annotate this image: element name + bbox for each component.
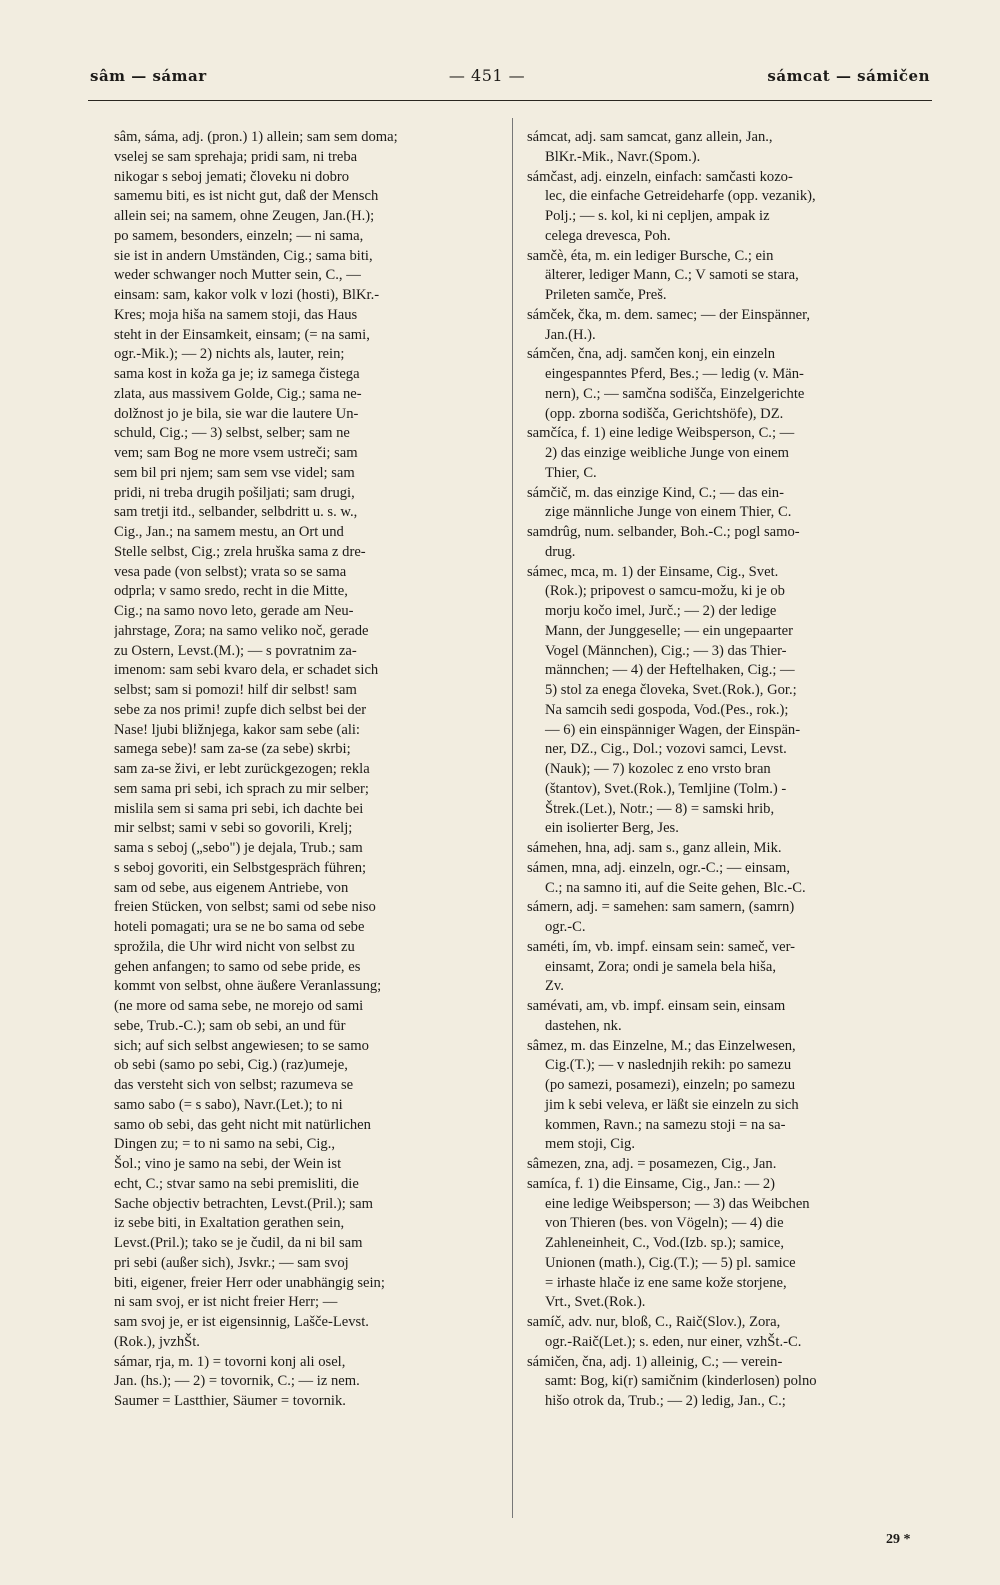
right-column-entry-start: sámček, čka, m. dem. samec; — der Einspänner, (527, 306, 811, 323)
left-column-line: mislila sem si sama pri sebi, ich dachte bei (114, 800, 364, 817)
right-column-line: Štrek.(Let.), Notr.; — 8) = samski hrib, (545, 800, 775, 817)
left-column-line: Kres; moja hiša na samem stoji, das Haus (114, 306, 358, 323)
printer-signature: 29 * (886, 1532, 911, 1547)
right-column-line: Cig.(T.); — v naslednjih rekih: po samezu (545, 1057, 792, 1074)
right-column-entry-start: sámčast, adj. einzeln, einfach: samčasti kozo- (527, 168, 793, 185)
left-column-line: sprožila, die Uhr wird nicht von selbst zu (114, 938, 355, 955)
right-column-line: Zahleneinheit, C., Vod.(Izb. sp.); samice, (545, 1235, 784, 1251)
right-column-line: jim k sebi veleva, er läßt sie einzeln zu sich (545, 1096, 799, 1113)
right-column-line: Jan.(H.). (545, 326, 596, 343)
right-column-line: dastehen, nk. (545, 1017, 622, 1034)
left-column-line: Saumer = Lastthier, Säumer = tovornik. (114, 1393, 346, 1409)
left-column-line: sie ist in andern Umständen, Cig.; sama biti, (114, 247, 373, 264)
right-column-line: eingespanntes Pferd, Bes.; — ledig (v. Män- (545, 366, 804, 382)
left-column-line: iz sebe biti, in Exaltation gerathen sein, (114, 1215, 345, 1232)
right-column-entry-start: sámehen, hna, adj. sam s., ganz allein, Mik. (527, 840, 782, 856)
right-column-entry-start: samévati, am, vb. impf. einsam sein, einsam (527, 998, 786, 1014)
right-column-line: celega drevesca, Poh. (545, 227, 671, 244)
left-column-line: sam svoj je, er ist eigensinnig, Lašče-Levst. (114, 1314, 369, 1330)
left-column-line: einsam: sam, kakor volk v lozi (hosti), BlKr.- (114, 287, 380, 303)
left-column-line: sam od sebe, aus eigenem Antriebe, von (114, 879, 349, 896)
left-column-line: biti, eigener, freier Herr oder unabhängig sein; (114, 1274, 385, 1291)
left-column-line: sich; auf sich selbst angewiesen; to se samo (114, 1037, 369, 1054)
left-column-line: jahrstage, Zora; na samo veliko noč, gerade (114, 622, 369, 639)
right-column-line: lec, die einfache Getreideharfe (opp. vezanik), (545, 188, 816, 205)
left-column-line: dolžnost jo je bila, sie war die lautere Un- (114, 405, 359, 422)
right-column-line: BlKr.-Mik., Navr.(Spom.). (545, 148, 701, 165)
right-column-entry-start: samíca, f. 1) die Einsame, Cig., Jan.: — 2) (527, 1175, 776, 1192)
right-column-line: C.; na samno iti, auf die Seite gehen, Blc.-C. (545, 879, 806, 896)
left-column-line: schuld, Cig.; — 3) selbst, selber; sam ne (114, 425, 350, 442)
left-column-line: Cig., Jan.; na samem mestu, an Ort und (114, 524, 344, 540)
left-column-line: imenom: sam sebi kvaro dela, er schadet sich (114, 662, 379, 679)
left-column-line: sámar, rja, m. 1) = tovorni konj ali osel, (114, 1353, 346, 1370)
right-column-line: 5) stol za enega človeka, Svet.(Rok.), Gor.; (545, 682, 797, 698)
page-header (90, 66, 930, 96)
right-column-line: (po samezi, posamezi), einzeln; po samezu (545, 1077, 796, 1093)
right-column-entry-start: sâmezen, zna, adj. = posamezen, Cig., Jan. (527, 1156, 777, 1172)
right-column-line: (Rok.); pripovest o samcu-možu, ki je ob (545, 583, 785, 600)
right-column-line: Thier, C. (545, 464, 597, 481)
right-column-line: (opp. zborna sodišča, Gerichtshöfe), DZ. (545, 405, 784, 422)
right-column-line: ogr.-C. (545, 919, 586, 935)
right-column-entry-start: samčíca, f. 1) eine ledige Weibsperson, C.; — (527, 425, 795, 442)
left-column-line: vesa pade (von selbst); vrata so se sama (114, 563, 347, 580)
right-column-line: älterer, lediger Mann, C.; V samoti se stara, (545, 267, 799, 284)
right-column-entry-start: samdrûg, num. selbander, Boh.-C.; pogl samo- (527, 524, 800, 540)
right-column-line: Polj.; — s. kol, ki ni cepljen, ampak iz (545, 208, 770, 224)
right-column-line: Zv. (545, 978, 564, 995)
column-divider (512, 118, 513, 1518)
left-column-line: samega sebe)! sam za-se (za sebe) skrbi; (114, 741, 351, 758)
left-column-line: sem bil pri njem; sam sem vse videl; sam (114, 464, 355, 481)
left-column-line: weder schwanger noch Mutter sein, C., — (114, 267, 361, 284)
right-column (527, 128, 937, 1412)
right-column-line: Mann, der Junggeselle; — ein ungepaarter (545, 622, 794, 639)
right-column-entry-start: sámičen, čna, adj. 1) alleinig, C.; — verein- (527, 1353, 783, 1370)
left-column-line: Levst.(Pril.); tako se je čudil, da ni bil sam (114, 1235, 363, 1251)
header-left-guideword: sâm — sámar (90, 67, 207, 85)
left-column-line: Cig.; na samo novo leto, gerade am Neu- (114, 603, 354, 619)
right-column-entry-start: sámčen, čna, adj. samčen konj, ein einzeln (527, 346, 775, 363)
left-column-line: po samem, besonders, einzeln; — ni sama, (114, 227, 364, 244)
left-column-line: sebe za nos primi! zupfe dich selbst bei der (114, 701, 367, 718)
left-column-line: sem sama pri sebi, ich sprach zu mir selber; (114, 780, 369, 797)
left-column-line: samemu biti, es ist nicht gut, daß der Mensch (114, 188, 379, 205)
left-column-line: sama kost in koža ga je; iz samega čistega (114, 366, 360, 382)
left-column-line: hoteli pomagati; ura se ne bo sama od sebe (114, 919, 365, 935)
right-column-entry-start: sámčič, m. das einzige Kind, C.; — das ein- (527, 484, 784, 501)
right-column-line: mem stoji, Cig. (545, 1136, 635, 1153)
right-column-line: morju kočo imel, Jurč.; — 2) der ledige (545, 603, 777, 619)
left-column-line: freien Stücken, von selbst; sami od sebe niso (114, 899, 376, 916)
right-column-line: = irhaste hlače iz ene same kože storjene, (545, 1274, 787, 1291)
right-column-line: von Thieren (bes. von Vögeln); — 4) die (545, 1215, 784, 1232)
right-column-entry-start: sâmez, m. das Einzelne, M.; das Einzelwesen, (527, 1037, 796, 1054)
right-column-line: (štantov), Svet.(Rok.), Temljine (Tolm.) - (545, 780, 787, 797)
right-column-line: kommen, Ravn.; na samezu stoji = na sa- (545, 1116, 786, 1133)
right-column-line: eine ledige Weibsperson; — 3) das Weibchen (545, 1195, 810, 1212)
right-column-line: Prileten samče, Preš. (545, 287, 667, 303)
left-column-line: vem; sam Bog ne more vsem ustreči; sam (114, 445, 358, 461)
left-column-line: vselej se sam sprehaja; pridi sam, ni treba (114, 148, 358, 165)
left-column-line: ni sam svoj, er ist nicht freier Herr; — (114, 1294, 338, 1311)
left-column-line: Stelle selbst, Cig.; zrela hruška sama z dre- (114, 543, 366, 560)
left-column-line: Jan. (hs.); — 2) = tovornik, C.; — iz nem. (114, 1373, 360, 1390)
left-column-line: samo sabo (= s sabo), Navr.(Let.); to ni (114, 1096, 343, 1113)
left-column-line: Sache objectiv betrachten, Levst.(Pril.); sam (114, 1195, 373, 1212)
right-column-line: männchen; — 4) der Heftelhaken, Cig.; — (545, 662, 795, 679)
right-column-entry-start: sámec, mca, m. 1) der Einsame, Cig., Svet. (527, 563, 779, 580)
left-column-line: sebe, Trub.-C.); sam ob sebi, an und für (114, 1017, 346, 1034)
left-column-line: zu Ostern, Levst.(M.); — s povratnim za- (114, 642, 357, 659)
left-column-line: Nase! ljubi bližnjega, kakor sam sebe (ali: (114, 721, 360, 738)
left-column-line: das versteht sich von selbst; razumeva se (114, 1077, 354, 1093)
right-column-line: 2) das einzige weibliche Junge von einem (545, 445, 789, 461)
right-column-line: ner, DZ., Cig., Dol.; vozovi samci, Levst. (545, 741, 787, 758)
right-column-entry-start: samčè, éta, m. ein lediger Bursche, C.; ein (527, 247, 774, 264)
right-column-line: samt: Bog, ki(r) samičnim (kinderlosen) polno (545, 1373, 817, 1390)
right-column-line: zige männliche Junge von einem Thier, C. (545, 504, 792, 521)
left-column-line: allein sei; na samem, ohne Zeugen, Jan.(H.); (114, 208, 375, 224)
left-column-line: steht in der Einsamkeit, einsam; (= na sami, (114, 326, 370, 343)
right-column-entry-start: sámern, adj. = samehen: sam samern, (samrn) (527, 899, 795, 916)
header-rule (88, 100, 932, 101)
left-column-line: (ne more od sama sebe, ne morejo od sami (114, 998, 364, 1014)
left-column-line: selbst; sam si pomozi! hilf dir selbst! sam (114, 682, 357, 698)
right-column-line: Vrt., Svet.(Rok.). (545, 1294, 646, 1311)
header-right-guideword: sámcat — sámičen (767, 67, 930, 85)
left-column-line: ogr.-Mik.); — 2) nichts als, lauter, rein; (114, 346, 345, 363)
left-column-line: Dingen zu; = to ni samo na sebi, Cig., (114, 1136, 336, 1153)
right-column-line: — 6) ein einspänniger Wagen, der Einspän- (545, 721, 801, 738)
left-column-line: sam tretji itd., selbander, selbdritt u. s. w., (114, 504, 358, 521)
left-column-line: sama s seboj („sebo") je dejala, Trub.; sam (114, 840, 363, 856)
left-column-line: zlata, aus massivem Golde, Cig.; sama ne- (114, 385, 362, 402)
left-column-line: pri sebi (außer sich), Jsvkr.; — sam svoj (114, 1254, 349, 1271)
left-column-line: nikogar s seboj jemati; človeku ni dobro (114, 168, 350, 185)
right-column-line: nern), C.; — samčna sodišča, Einzelgerichte (545, 385, 805, 402)
right-column-line: (Nauk); — 7) kozolec z eno vrsto bran (545, 761, 771, 777)
left-column-line: echt, C.; stvar samo na sebi premisliti, die (114, 1175, 359, 1192)
right-column-line: ein isolierter Berg, Jes. (545, 820, 679, 837)
left-column-line: (Rok.), jvzhŠt. (114, 1333, 200, 1350)
right-column-line: drug. (545, 543, 576, 560)
left-column-line: kommt von selbst, ohne äußere Veranlassung; (114, 978, 382, 995)
right-column-line: hišo otrok da, Trub.; — 2) ledig, Jan., C.; (545, 1393, 786, 1409)
left-column (114, 128, 498, 1412)
right-column-line: Na samcih sedi gospoda, Vod.(Pes., rok.); (545, 701, 789, 718)
left-column-line: mir selbst; sami v sebi so govorili, Krelj; (114, 820, 353, 837)
right-column-entry-start: sámen, mna, adj. einzeln, ogr.-C.; — einsam, (527, 859, 791, 876)
left-column-line: Šol.; vino je samo na sebi, der Wein ist (114, 1156, 342, 1172)
right-column-line: Vogel (Männchen), Cig.; — 3) das Thier- (545, 642, 787, 659)
page-number: — 451 — (448, 66, 526, 85)
right-column-entry-start: saméti, ím, vb. impf. einsam sein: sameč, ver- (527, 938, 796, 955)
left-column-line: s seboj govoriti, ein Selbstgespräch führen; (114, 859, 367, 876)
left-column-line: pridi, ni treba drugih pošiljati; sam drugi, (114, 484, 355, 501)
left-column-line: gehen anfangen; to samo od sebe pride, es (114, 958, 361, 975)
left-column-line: samo ob sebi, das geht nicht mit natürlichen (114, 1116, 371, 1133)
right-column-entry-start: samíč, adv. nur, bloß, C., Raič(Slov.), Zora, (527, 1314, 781, 1330)
right-column-line: ogr.-Raič(Let.); s. eden, nur einer, vzhŠt.-C. (545, 1333, 802, 1350)
right-column-line: Unionen (math.), Cig.(T.); — 5) pl. samice (545, 1254, 796, 1271)
left-column-line: sam za-se živi, er lebt zurückgezogen; rekla (114, 761, 370, 777)
right-column-entry-start: sámcat, adj. sam samcat, ganz allein, Jan., (527, 129, 773, 145)
left-column-line: sâm, sáma, adj. (pron.) 1) allein; sam sem doma; (114, 129, 398, 145)
left-column-line: ob sebi (samo po sebi, Cig.) (raz)umeje, (114, 1057, 348, 1074)
left-column-line: odprla; v samo sredo, recht in die Mitte, (114, 583, 348, 600)
right-column-line: einsamt, Zora; ondi je samela bela hiša, (545, 958, 776, 975)
